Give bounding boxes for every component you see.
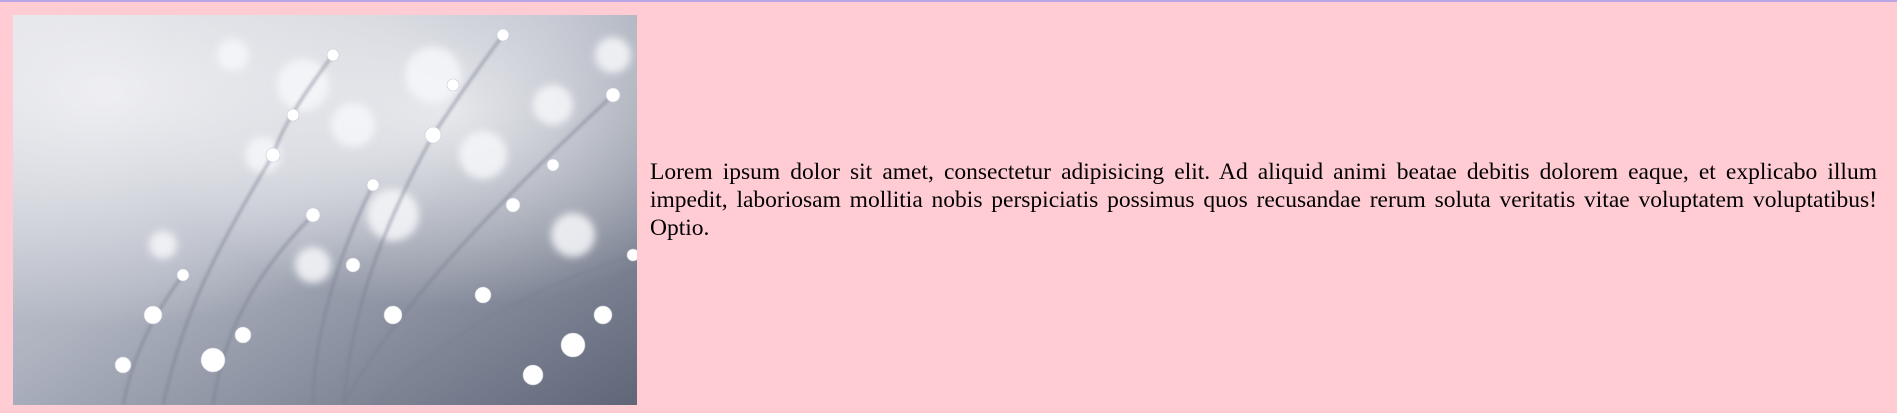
lorem-paragraph: Lorem ipsum dolor sit amet, consectetur adipisicing elit. Ad aliquid animi beatae debitis dolorem eaque, et explicabo illum impedit, laboriosam mollitia nobis perspiciatis possimus quos recusandae rerum soluta veritatis vitae voluptatem voluptatibus! Optio. [650,158,1877,241]
media-row [13,15,1877,405]
top-border [0,0,1897,2]
flowers-photo [13,15,637,405]
